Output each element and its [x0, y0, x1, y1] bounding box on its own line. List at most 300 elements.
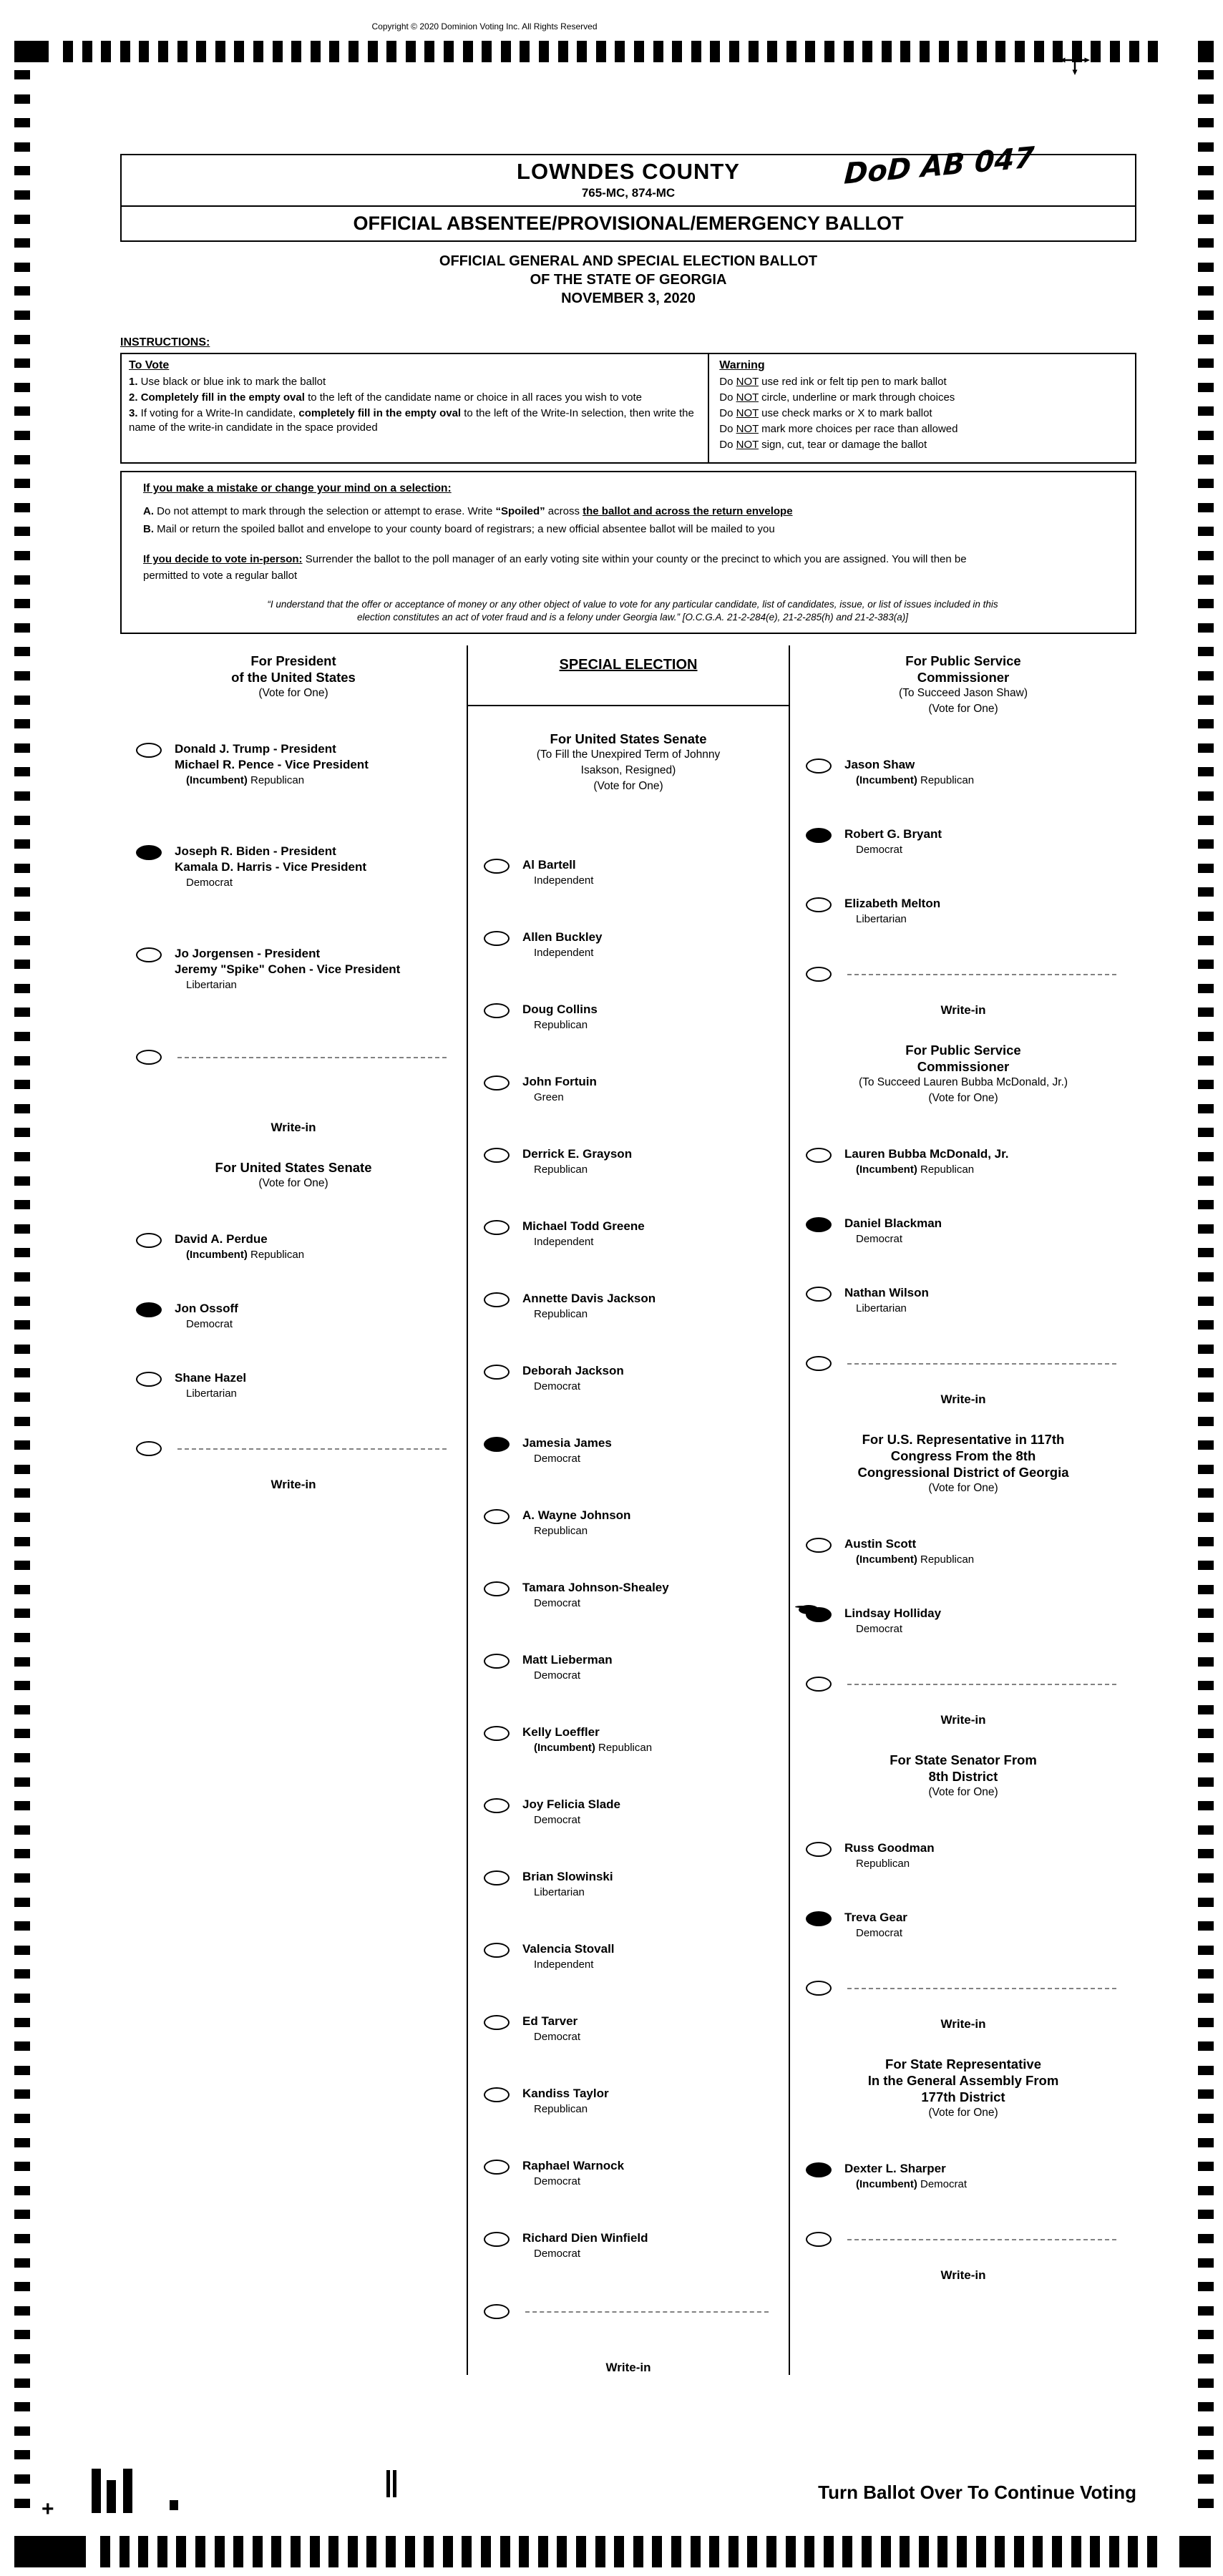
timing-mark — [14, 1561, 30, 1570]
timing-mark — [844, 41, 854, 62]
text-segment: sign, cut, tear or damage the ballot — [759, 439, 927, 451]
race-contest — [468, 731, 789, 2375]
timing-mark — [786, 41, 796, 62]
timing-mark — [14, 2114, 30, 2123]
candidate-party: Republican — [534, 1308, 588, 1320]
timing-mark — [14, 936, 30, 945]
candidate-info — [522, 1002, 598, 1033]
incumbent-label: (Incumbent) — [856, 774, 920, 786]
text-segment: Use black or blue ink to mark the ballot — [137, 376, 326, 388]
write-in-row — [120, 1440, 467, 1456]
timing-mark — [1198, 1633, 1214, 1642]
timing-mark — [14, 1825, 30, 1835]
ballot-oval[interactable] — [484, 2232, 510, 2247]
timing-mark — [1198, 1705, 1214, 1714]
timing-mark — [1198, 94, 1214, 104]
timing-mark — [577, 41, 587, 62]
ballot-oval[interactable] — [806, 1148, 832, 1163]
candidate-row — [468, 1652, 789, 1683]
candidate-row — [468, 1797, 789, 1828]
candidate-info — [844, 826, 942, 857]
timing-mark — [1147, 2536, 1157, 2567]
timing-mark — [14, 2210, 30, 2219]
timing-mark — [14, 41, 49, 62]
timing-mark — [14, 1152, 30, 1161]
timing-mark — [882, 41, 892, 62]
candidate-name: Elizabeth Melton — [844, 897, 941, 910]
timing-mark — [937, 2536, 947, 2567]
write-in-blank-line[interactable] — [847, 1979, 1116, 1989]
ballot-oval-filled[interactable] — [806, 1607, 832, 1622]
timing-mark — [862, 41, 872, 62]
candidate-party: (Incumbent) Republican — [856, 774, 975, 786]
candidate-name: Russ Goodman — [844, 1841, 935, 1855]
candidate-name: Brian Slowinski — [522, 1870, 613, 1883]
timing-mark — [767, 41, 777, 62]
write-in-row — [790, 1355, 1136, 1371]
timing-mark — [1072, 41, 1082, 62]
ballot-oval-filled[interactable] — [806, 2162, 832, 2177]
timing-mark — [1198, 1200, 1214, 1209]
timing-mark — [900, 41, 910, 62]
candidate-name: Doug Collins — [522, 1002, 598, 1016]
timing-mark — [233, 2536, 243, 2567]
ballot-oval[interactable] — [806, 1356, 832, 1371]
candidate-info — [522, 2230, 648, 2261]
timing-mark — [900, 2536, 910, 2567]
timing-mark — [1198, 1248, 1214, 1257]
warning-items — [719, 375, 1128, 452]
candidate-info — [175, 741, 369, 788]
ballot-oval-filled[interactable] — [806, 828, 832, 843]
timing-mark — [14, 1320, 30, 1330]
candidate-name: Daniel Blackman — [844, 1216, 942, 1230]
election-title-line: OF THE STATE OF GEORGIA — [530, 272, 727, 288]
timing-mark — [1198, 2066, 1214, 2075]
timing-mark — [842, 2536, 852, 2567]
timing-mark — [14, 623, 30, 633]
candidate-party: Democrat — [534, 2175, 581, 2187]
timing-mark — [1053, 41, 1063, 62]
timing-mark — [1198, 1032, 1214, 1041]
ballot-oval[interactable] — [484, 1075, 510, 1091]
candidate-party: Libertarian — [856, 913, 907, 925]
mistake-items — [143, 502, 1122, 538]
ballot-oval[interactable] — [136, 1441, 162, 1456]
timing-mark — [1198, 2041, 1214, 2051]
timing-mark — [1198, 455, 1214, 464]
ballot-oval[interactable] — [484, 859, 510, 874]
candidate-row — [120, 1370, 467, 1401]
timing-mark — [14, 1248, 30, 1257]
timing-mark — [366, 2536, 376, 2567]
timing-mark — [729, 2536, 739, 2567]
candidate-party: Green — [534, 1091, 564, 1103]
timing-mark — [14, 1946, 30, 1955]
to-vote-column — [122, 354, 709, 462]
text-segment: A. — [143, 505, 154, 517]
candidate-name: Jeremy "Spike" Cohen - Vice President — [175, 962, 401, 976]
ballot-oval[interactable] — [806, 897, 832, 912]
candidate-party: Democrat — [534, 1453, 581, 1465]
ballot-column-3 — [790, 645, 1136, 2375]
timing-mark — [614, 2536, 624, 2567]
footer-alignment-bar — [107, 2480, 116, 2513]
timing-mark — [14, 118, 30, 127]
candidate-info — [844, 1216, 942, 1246]
timing-mark — [14, 238, 30, 248]
section-title: SPECIAL ELECTION — [559, 657, 698, 673]
timing-mark — [1198, 70, 1214, 79]
candidate-row — [468, 1002, 789, 1033]
ballot-oval[interactable] — [484, 1581, 510, 1596]
timing-mark — [633, 2536, 643, 2567]
candidate-party: Independent — [534, 1236, 594, 1248]
timing-mark — [63, 41, 73, 62]
candidate-row — [468, 1941, 789, 1972]
timing-mark — [14, 70, 30, 79]
timing-mark — [14, 1368, 30, 1377]
text-segment: to the left of the Write-In selection, then write the name of the write-in candidate in the space provided — [129, 407, 694, 434]
race-contest — [790, 1431, 1136, 1727]
ballot-oval[interactable] — [806, 1538, 832, 1553]
timing-mark — [1198, 142, 1214, 152]
timing-mark — [176, 2536, 186, 2567]
timing-mark — [1198, 2210, 1214, 2219]
text-segment: Do — [719, 391, 736, 404]
timing-mark — [14, 2162, 30, 2171]
ballot-oval[interactable] — [806, 758, 832, 774]
candidate-name: Austin Scott — [844, 1537, 917, 1551]
ballot-oval[interactable] — [484, 2160, 510, 2175]
timing-mark — [1109, 2536, 1119, 2567]
timing-mark — [14, 1777, 30, 1787]
candidate-row — [790, 1536, 1136, 1567]
candidate-info — [522, 857, 593, 888]
ballot-oval[interactable] — [484, 1365, 510, 1380]
write-in-row — [790, 1675, 1136, 1692]
timing-mark — [1198, 2379, 1214, 2388]
timing-mark — [709, 2536, 719, 2567]
candidate-info — [175, 1301, 238, 1332]
timing-mark — [1198, 575, 1214, 585]
candidate-row — [790, 1840, 1136, 1871]
timing-mark — [349, 41, 359, 62]
ballot-oval[interactable] — [484, 1148, 510, 1163]
write-in-blank-line[interactable] — [525, 2303, 769, 2313]
candidate-info — [522, 1291, 656, 1322]
timing-mark — [1198, 1008, 1214, 1017]
race-title-line: Congress From the 8th — [890, 1448, 1036, 1463]
race-title-line: of the United States — [231, 670, 356, 685]
timing-mark — [939, 41, 949, 62]
candidate-row — [120, 1301, 467, 1332]
timing-mark — [14, 1297, 30, 1306]
timing-mark — [1198, 816, 1214, 825]
candidate-name: Kandiss Taylor — [522, 2087, 609, 2100]
text-segment: “Spoiled” — [495, 505, 545, 517]
timing-mark — [14, 2379, 30, 2388]
timing-mark — [14, 719, 30, 728]
write-in-blank-line[interactable] — [847, 1675, 1116, 1685]
race-subtitle-line: (To Succeed Lauren Bubba McDonald, Jr.) — [858, 1076, 1068, 1088]
ballot-oval[interactable] — [806, 1677, 832, 1692]
timing-mark — [1198, 1465, 1214, 1474]
candidate-info — [844, 1840, 935, 1871]
race-subtitle-line: (To Succeed Jason Shaw) — [898, 687, 1028, 699]
timing-mark — [14, 1994, 30, 2003]
timing-mark — [1198, 41, 1214, 62]
timing-mark — [539, 41, 549, 62]
ballot-oval[interactable] — [136, 1050, 162, 1065]
timing-mark — [14, 1128, 30, 1137]
ballot-oval[interactable] — [136, 743, 162, 758]
timing-mark — [1198, 1729, 1214, 1738]
ballot-oval[interactable] — [136, 947, 162, 962]
timing-mark — [672, 41, 682, 62]
timing-mark — [747, 2536, 757, 2567]
ballot-oval[interactable] — [484, 1292, 510, 1307]
ballot-oval[interactable] — [484, 1509, 510, 1524]
candidate-name: Lindsay Holliday — [844, 1606, 942, 1620]
timing-mark — [14, 864, 30, 873]
candidate-row — [790, 757, 1136, 788]
ballot-oval[interactable] — [806, 967, 832, 982]
timing-mark — [1198, 2258, 1214, 2268]
county-header-box — [120, 141, 1136, 207]
candidate-name: Matt Lieberman — [522, 1653, 613, 1667]
timing-mark — [1198, 1272, 1214, 1282]
timing-mark — [215, 41, 225, 62]
handwritten-annotation: DoD AB 047 — [843, 141, 1036, 191]
timing-mark — [14, 1080, 30, 1089]
ballot-oval[interactable] — [484, 2087, 510, 2102]
ballot-oval[interactable] — [484, 1003, 510, 1018]
timing-mark — [14, 383, 30, 392]
timing-mark — [558, 41, 568, 62]
write-in-blank-line[interactable] — [847, 965, 1116, 975]
candidate-party: Democrat — [186, 1318, 233, 1330]
ballot-oval[interactable] — [136, 1233, 162, 1248]
text-segment: B. — [143, 523, 154, 535]
timing-mark — [14, 1465, 30, 1474]
candidate-row — [790, 826, 1136, 857]
timing-mark — [1198, 263, 1214, 272]
timing-mark — [824, 41, 834, 62]
legal-text — [143, 598, 1122, 624]
ballot-oval[interactable] — [484, 1798, 510, 1813]
section-divider — [468, 705, 789, 706]
timing-mark — [328, 2536, 338, 2567]
text-segment: completely fill in the empty oval — [298, 407, 462, 419]
candidate-name: Donald J. Trump - President — [175, 742, 336, 756]
candidate-info — [522, 1941, 615, 1972]
ballot-oval[interactable] — [484, 1870, 510, 1885]
write-in-label: Write-in — [940, 2017, 986, 2031]
timing-mark — [805, 41, 815, 62]
write-in-row — [120, 1048, 467, 1065]
ballot-oval[interactable] — [484, 1943, 510, 1958]
timing-mark — [1198, 1921, 1214, 1931]
timing-mark — [14, 2474, 30, 2484]
candidate-info — [175, 946, 400, 992]
ballot-oval[interactable] — [484, 931, 510, 946]
timing-mark — [557, 2536, 567, 2567]
timing-mark — [1198, 335, 1214, 344]
timing-mark — [14, 1008, 30, 1017]
timing-mark — [1198, 383, 1214, 392]
candidate-name: Al Bartell — [522, 858, 576, 872]
timing-mark — [14, 1200, 30, 1209]
vote-for-instruction: (Vote for One) — [258, 1177, 328, 1189]
to-vote-item — [129, 375, 698, 389]
write-in-label: Write-in — [271, 1478, 316, 1491]
instructions-table — [120, 353, 1136, 464]
warning-item — [719, 406, 1128, 421]
timing-mark — [14, 647, 30, 656]
candidate-name: Treva Gear — [844, 1911, 907, 1924]
candidate-row — [468, 2086, 789, 2117]
timing-mark — [1198, 1128, 1214, 1137]
timing-mark — [14, 2499, 30, 2508]
timing-mark — [14, 1272, 30, 1282]
timing-mark — [139, 41, 149, 62]
timing-mark — [215, 2536, 225, 2567]
legal-text-line: election constitutes an act of voter fraud and is a felony under Georgia law.” [O.C.G.A. 21-2-284(e), 21-2-285(h) and 21-2-383(a)] — [357, 612, 908, 623]
candidate-party: Democrat — [534, 1380, 581, 1392]
timing-mark — [14, 2426, 30, 2436]
candidate-name: Jon Ossoff — [175, 1302, 238, 1315]
race-subtitle-line: (To Fill the Unexpired Term of Johnny — [536, 748, 721, 761]
timing-mark — [14, 215, 30, 224]
ballot-oval[interactable] — [806, 1287, 832, 1302]
ballot-oval[interactable] — [484, 1654, 510, 1669]
timing-mark — [1179, 2536, 1211, 2567]
timing-mark — [881, 2536, 891, 2567]
ballot-title: OFFICIAL ABSENTEE/PROVISIONAL/EMERGENCY BALLOT — [353, 213, 904, 234]
timing-mark — [14, 575, 30, 585]
write-in-blank-line[interactable] — [177, 1440, 447, 1450]
timing-mark — [1198, 358, 1214, 368]
timing-mark — [273, 41, 283, 62]
timing-mark — [1198, 2282, 1214, 2291]
timing-mark — [14, 1585, 30, 1594]
candidate-name: Jamesia James — [522, 1436, 612, 1450]
timing-mark — [1198, 1657, 1214, 1667]
candidate-party: (Incumbent) Republican — [186, 774, 305, 786]
candidate-row — [468, 930, 789, 960]
ballot-oval[interactable] — [484, 2304, 510, 2319]
candidate-row — [468, 1580, 789, 1611]
candidate-party: Democrat — [534, 1669, 581, 1682]
timing-mark — [138, 2536, 148, 2567]
timing-mark — [729, 41, 739, 62]
ballot-oval[interactable] — [484, 1220, 510, 1235]
candidate-party: Republican — [534, 1163, 588, 1176]
candidate-info — [522, 1652, 613, 1683]
ballot-oval[interactable] — [806, 1842, 832, 1857]
candidate-name: Michael Todd Greene — [522, 1219, 645, 1233]
candidate-info — [522, 1219, 645, 1249]
candidate-party: Independent — [534, 947, 594, 959]
timing-mark — [1198, 1537, 1214, 1546]
candidate-party: Libertarian — [186, 1387, 237, 1400]
timing-mark — [1198, 1488, 1214, 1498]
timing-mark — [14, 1633, 30, 1642]
ballot-oval-filled[interactable] — [136, 1302, 162, 1317]
timing-mark — [196, 41, 206, 62]
timing-mark — [691, 2536, 701, 2567]
timing-mark — [957, 2536, 967, 2567]
write-in-blank-line[interactable] — [847, 2230, 1116, 2240]
write-in-blank-line[interactable] — [177, 1048, 447, 1058]
ballot-oval-filled[interactable] — [136, 845, 162, 860]
ballot-oval[interactable] — [484, 2015, 510, 2030]
candidate-party: Democrat — [534, 2248, 581, 2260]
text-segment: use check marks or X to mark ballot — [759, 407, 932, 419]
timing-mark — [1198, 1969, 1214, 1979]
timing-mark — [386, 2536, 396, 2567]
timing-mark — [1198, 1224, 1214, 1234]
timing-mark — [14, 960, 30, 969]
timing-mark — [405, 2536, 415, 2567]
timing-mark — [1198, 671, 1214, 680]
race-header — [468, 731, 789, 794]
timing-mark — [101, 41, 111, 62]
candidate-party: (Incumbent) Republican — [186, 1249, 305, 1261]
warning-item — [719, 422, 1128, 436]
timing-mark — [1198, 1513, 1214, 1522]
ballot-oval-filled[interactable] — [484, 1437, 510, 1452]
timing-mark — [1198, 551, 1214, 560]
timing-mark — [1198, 1946, 1214, 1955]
timing-mark — [1198, 623, 1214, 633]
candidate-name: Joseph R. Biden - President — [175, 844, 336, 858]
timing-mark — [14, 2282, 30, 2291]
race-title-line: 8th District — [928, 1769, 998, 1784]
timing-mark — [1198, 2162, 1214, 2171]
timing-mark — [1198, 166, 1214, 175]
candidate-name: Dexter L. Sharper — [844, 2162, 946, 2175]
timing-mark — [14, 2354, 30, 2363]
timing-mark — [691, 41, 701, 62]
timing-mark — [14, 1104, 30, 1113]
timing-mark — [1198, 767, 1214, 776]
precinct-codes: 765-MC, 874-MC — [581, 186, 676, 200]
ballot-oval[interactable] — [484, 1726, 510, 1741]
ballot-oval-filled[interactable] — [806, 1217, 832, 1232]
timing-mark — [424, 2536, 434, 2567]
timing-mark — [14, 1969, 30, 1979]
timing-mark — [1198, 864, 1214, 873]
write-in-blank-line[interactable] — [847, 1355, 1116, 1365]
candidate-party: Independent — [534, 874, 594, 887]
ballot-oval-filled[interactable] — [806, 1911, 832, 1926]
race-title-line: Commissioner — [917, 670, 1010, 685]
timing-mark — [406, 41, 416, 62]
timing-mark — [595, 2536, 605, 2567]
candidate-info — [844, 1285, 929, 1316]
ballot-oval[interactable] — [806, 2232, 832, 2247]
candidate-info — [522, 1074, 597, 1105]
timing-mark — [14, 671, 30, 680]
text-segment: mark more choices per race than allowed — [759, 423, 958, 435]
candidate-name: Ed Tarver — [522, 2014, 578, 2028]
ballot-oval[interactable] — [806, 1981, 832, 1996]
timing-mark — [14, 358, 30, 368]
timing-mark — [157, 2536, 167, 2567]
ballot-oval[interactable] — [136, 1372, 162, 1387]
